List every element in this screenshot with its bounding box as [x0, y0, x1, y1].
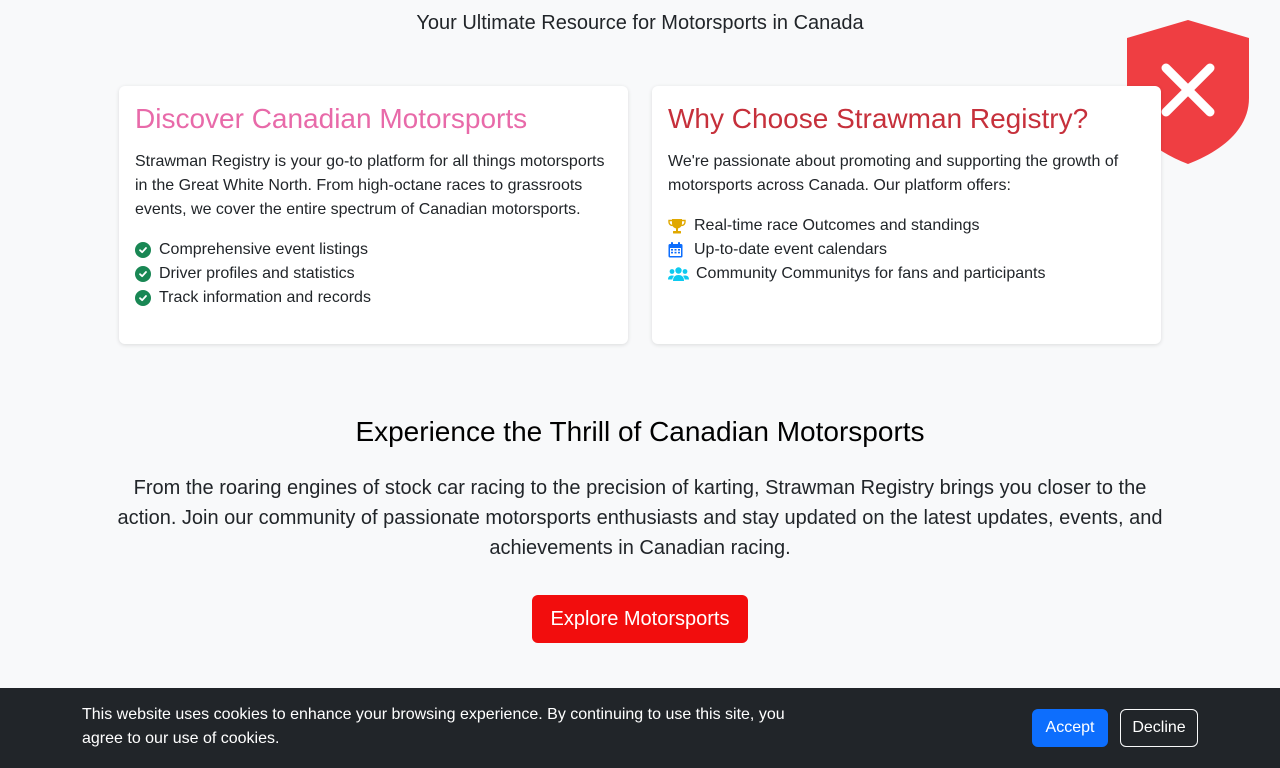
list-item-label: Driver profiles and statistics — [159, 265, 355, 282]
list-item-label: Community Communitys for fans and participants — [696, 265, 1046, 282]
why-title: Why Choose Strawman Registry? — [668, 103, 1089, 134]
list-item — [668, 262, 1145, 286]
list-item — [668, 214, 1145, 238]
list-item-label: Up-to-date event calendars — [694, 241, 887, 258]
accept-cookies-button[interactable]: Accept — [1032, 709, 1108, 747]
list-item — [135, 286, 612, 310]
why-list — [668, 214, 1145, 286]
trophy-icon — [668, 217, 688, 235]
list-item — [135, 262, 612, 286]
discover-card — [119, 86, 628, 344]
thrill-title: Experience the Thrill of Canadian Motorsports — [355, 416, 925, 447]
explore-motorsports-button[interactable]: Explore Motorsports — [532, 595, 748, 643]
why-card — [652, 86, 1161, 344]
list-item — [668, 238, 1145, 262]
cookie-banner — [0, 688, 1280, 768]
thrill-body: From the roaring engines of stock car racing to the precision of karting, Strawman Registry brings you closer to the action. Join our community of passionate motorsports enthusiasts and stay updated on the latest updates, events, and achievements in Canadian racing. — [117, 477, 1163, 559]
check-circle-icon — [135, 290, 151, 306]
cookie-text: This website uses cookies to enhance your browsing experience. By continuing to use this site, you agree to our use of cookies. — [82, 706, 785, 747]
list-item-label: Real-time race Outcomes and standings — [694, 217, 980, 234]
check-circle-icon — [135, 266, 151, 282]
tagline: Your Ultimate Resource for Motorsports in Canada — [416, 12, 864, 34]
check-circle-icon — [135, 242, 151, 258]
users-icon — [668, 265, 690, 283]
decline-cookies-button[interactable]: Decline — [1120, 709, 1198, 747]
list-item — [135, 238, 612, 262]
discover-body: Strawman Registry is your go-to platform for all things motorsports in the Great White North. From high-octane races to grassroots events, we cover the entire spectrum of Canadian motorsports. — [135, 153, 605, 218]
calendar-icon — [668, 241, 688, 259]
list-item-label: Track information and records — [159, 289, 371, 306]
why-body: We're passionate about promoting and supporting the growth of motorsports across Canada. Our platform offers: — [668, 153, 1119, 194]
discover-title: Discover Canadian Motorsports — [135, 103, 528, 134]
list-item-label: Comprehensive event listings — [159, 241, 368, 258]
discover-list — [135, 238, 612, 310]
